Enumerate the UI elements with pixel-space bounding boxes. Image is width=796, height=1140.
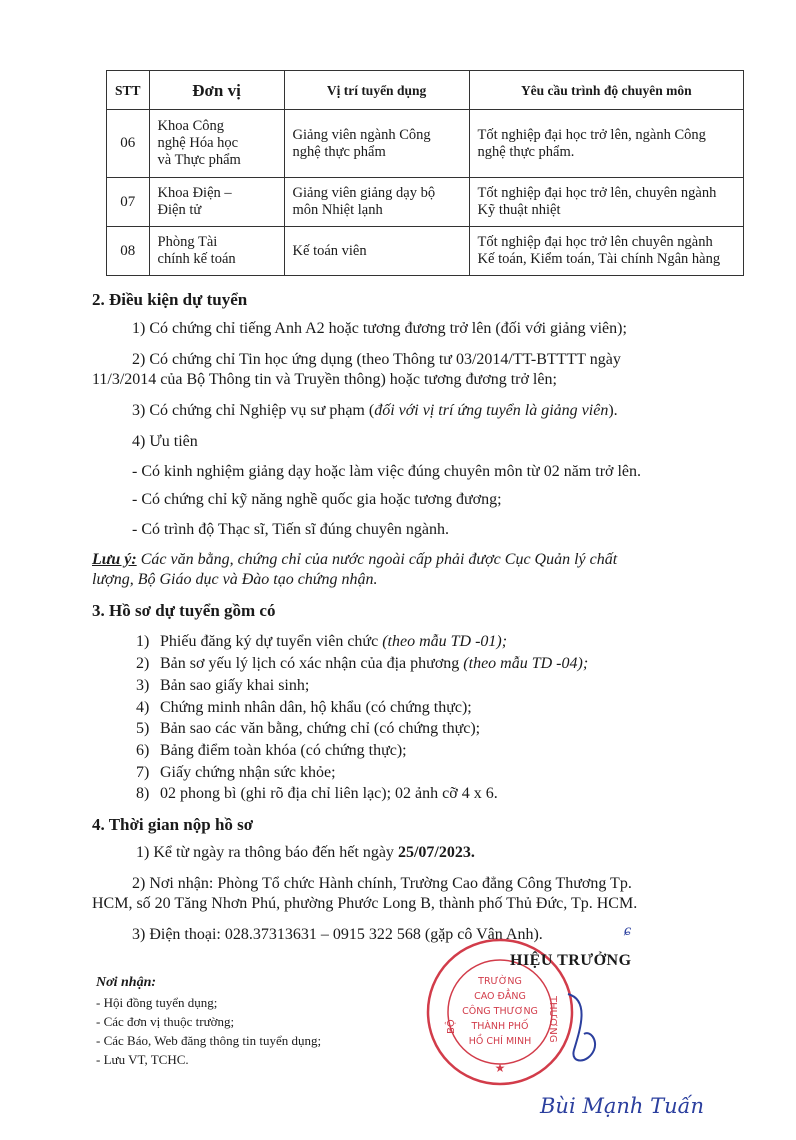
recipients-label: Nơi nhận:	[96, 975, 157, 990]
row-requirement: Tốt nghiệp đại học trở lên, chuyên ngành Kỹ thuật nhiệt	[469, 178, 743, 227]
receive-place-line1: 2) Nơi nhận: Phòng Tổ chức Hành chính, Trường Cao đẳng Công Thương Tp.	[132, 875, 632, 892]
svg-text:CAO ĐẲNG: CAO ĐẲNG	[474, 991, 526, 1002]
row-position: Kế toán viên	[284, 227, 469, 276]
row-position: Giảng viên ngành Công nghệ thực phẩm	[284, 110, 469, 178]
signer-name: Bùi Mạnh Tuấn	[540, 1094, 705, 1118]
svg-text:TRƯỜNG: TRƯỜNG	[478, 976, 522, 987]
condition-1: 1) Có chứng chỉ tiếng Anh A2 hoặc tương đương trở lên (đối với giảng viên);	[132, 320, 627, 337]
document-item: 2) Bản sơ yếu lý lịch có xác nhận của địa phương (theo mẫu TD -04);	[136, 655, 589, 672]
recipient-item: - Hội đồng tuyển dụng;	[96, 995, 218, 1010]
receive-place-line2: HCM, số 20 Tăng Nhơn Phú, phường Phước Long B, thành phố Thủ Đức, Tp. HCM.	[92, 895, 638, 912]
svg-text:CÔNG THƯƠNG: CÔNG THƯƠNG	[462, 1006, 538, 1017]
row-stt: 08	[107, 227, 150, 276]
row-stt: 06	[107, 110, 150, 178]
row-unit: Khoa Công nghệ Hóa học và Thực phẩm	[149, 110, 284, 178]
svg-text:★: ★	[494, 1061, 506, 1075]
signature-stroke-icon	[560, 990, 620, 1070]
header-stt: STT	[107, 71, 150, 110]
priority-2: - Có chứng chỉ kỹ năng nghề quốc gia hoặc tương đương;	[132, 491, 502, 508]
table-row	[107, 178, 744, 227]
priority-3: - Có trình độ Thạc sĩ, Tiến sĩ đúng chuyên ngành.	[132, 521, 450, 538]
table-header-row	[107, 71, 744, 110]
section3-heading: 3. Hồ sơ dự tuyển gồm có	[92, 601, 276, 620]
svg-text:BỘ: BỘ	[446, 1019, 457, 1034]
document-item: 5) Bản sao các văn bằng, chứng chỉ (có chứng thực);	[136, 720, 481, 737]
note-line2: lượng, Bộ Giáo dục và Đào tạo chứng nhận.	[92, 571, 378, 588]
row-unit: Phòng Tài chính kế toán	[149, 227, 284, 276]
svg-text:THƯƠNG: THƯƠNG	[547, 996, 558, 1043]
svg-text:HỒ CHÍ MINH: HỒ CHÍ MINH	[468, 1036, 532, 1047]
section4-heading: 4. Thời gian nộp hồ sơ	[92, 815, 254, 834]
condition-4: 4) Ưu tiên	[132, 433, 198, 450]
recruitment-table	[106, 70, 744, 276]
table-row	[107, 227, 744, 276]
row-requirement: Tốt nghiệp đại học trở lên chuyên ngành Kế toán, Kiểm toán, Tài chính Ngân hàng	[469, 227, 743, 276]
phone-line: 3) Điện thoại: 028.37313631 – 0915 322 568 (gặp cô Vân Anh).	[132, 926, 543, 943]
row-stt: 07	[107, 178, 150, 227]
document-item: 1) Phiếu đăng ký dự tuyển viên chức (theo mẫu TD -01);	[136, 633, 508, 650]
document-item: 4) Chứng minh nhân dân, hộ khẩu (có chứng thực);	[136, 699, 472, 716]
condition-3: 3) Có chứng chỉ Nghiệp vụ sư phạm (đối với vị trí ứng tuyển là giảng viên).	[132, 402, 618, 419]
header-unit: Đơn vị	[149, 71, 284, 110]
recipient-item: - Các đơn vị thuộc trường;	[96, 1014, 235, 1029]
recipient-item: - Các Báo, Web đăng thông tin tuyển dụng;	[96, 1033, 322, 1048]
recipient-item: - Lưu VT, TCHC.	[96, 1052, 189, 1067]
handwritten-mark-icon: ɕ	[624, 922, 632, 939]
section2-heading: 2. Điều kiện dự tuyển	[92, 290, 248, 309]
row-requirement: Tốt nghiệp đại học trở lên, ngành Công nghệ thực phẩm.	[469, 110, 743, 178]
document-item: 7) Giấy chứng nhận sức khỏe;	[136, 764, 336, 781]
svg-text:THÀNH PHỐ: THÀNH PHỐ	[471, 1021, 529, 1032]
document-item: 8) 02 phong bì (ghi rõ địa chỉ liên lạc); 02 ảnh cỡ 4 x 6.	[136, 785, 498, 802]
header-position: Vị trí tuyển dụng	[284, 71, 469, 110]
priority-1: - Có kinh nghiệm giảng dạy hoặc làm việc đúng chuyên môn từ 02 năm trở lên.	[132, 463, 642, 480]
document-item: 6) Bảng điểm toàn khóa (có chứng thực);	[136, 742, 407, 759]
table-row	[107, 110, 744, 178]
condition-2-line1: 2) Có chứng chỉ Tin học ứng dụng (theo Thông tư 03/2014/TT-BTTTT ngày	[132, 351, 621, 368]
principal-title: HIỆU TRƯỞNG	[510, 952, 632, 969]
row-unit: Khoa Điện – Điện tử	[149, 178, 284, 227]
document-item: 3) Bản sao giấy khai sinh;	[136, 677, 310, 694]
row-position: Giảng viên giảng dạy bộ môn Nhiệt lạnh	[284, 178, 469, 227]
header-requirement: Yêu cầu trình độ chuyên môn	[469, 71, 743, 110]
note-line1: Lưu ý: Các văn bằng, chứng chỉ của nước ngoài cấp phải được Cục Quản lý chất	[92, 551, 618, 568]
deadline-line: 1) Kể từ ngày ra thông báo đến hết ngày 25/07/2023.	[136, 844, 475, 861]
condition-2-line2: 11/3/2014 của Bộ Thông tin và Truyền thông) hoặc tương đương trở lên;	[92, 371, 557, 388]
